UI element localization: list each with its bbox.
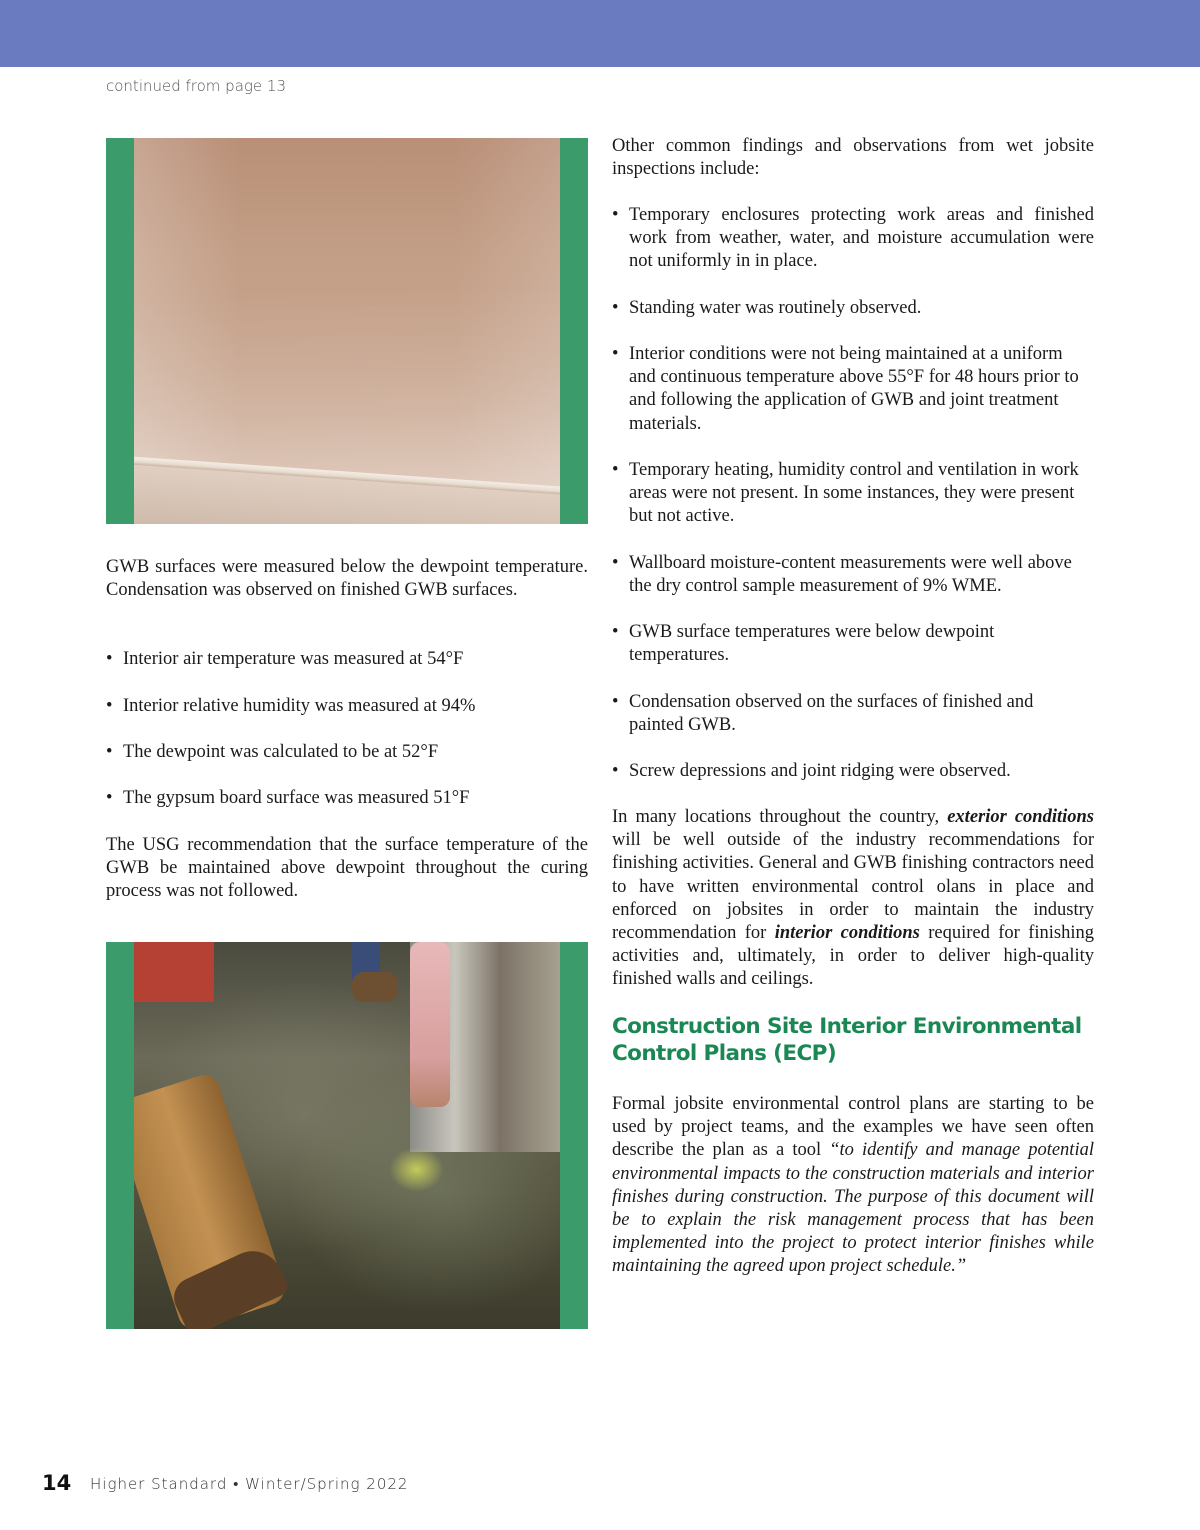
- conditions-paragraph: In many locations throughout the country, exterior conditions will be well outside of the industry recommendations for finishing activities. General and GWB finishing contractors need to have written environmental control olans in place and enforced on jobsites in order to maintain the industry recommendation for interior conditions required for finishing activities and, ultimately, in order to deliver high-quality finished walls and ceilings.: [612, 807, 1095, 990]
- page-number: 14: [42, 1471, 72, 1495]
- usg-recommendation-note: The USG recommendation that the surface temperature of the GWB be maintained above dewpoint throughout the curing process was not followed.: [106, 835, 588, 902]
- left-caption: GWB surfaces were measured below the dewpoint temperature. Condensation was observed on finished GWB surfaces.: [106, 557, 588, 601]
- ecp-paragraph: Formal jobsite environmental control plans are starting to be used by project teams, and the examples we have seen often describe the plan as a tool “to identify and manage potential environmental impacts to the construction materials and interior finishes during construction. The purpose of this document will be to explain the risk management process that has been implemented into the project to protect interior finishes while maintaining the agreed upon project schedule.”: [612, 1094, 1094, 1277]
- wall-condensation-photo: [106, 138, 588, 524]
- continued-note: continued from page 13: [106, 77, 286, 95]
- publication-footer: Higher Standard • Winter/Spring 2022: [90, 1475, 409, 1493]
- top-color-band: [0, 0, 1200, 67]
- right-intro: Other common findings and observations from wet jobsite inspections include:: [612, 136, 1094, 180]
- section-heading-ecp: Construction Site Interior Environmental Control Plans (ECP): [612, 1014, 1082, 1066]
- standing-water-photo: [106, 942, 588, 1329]
